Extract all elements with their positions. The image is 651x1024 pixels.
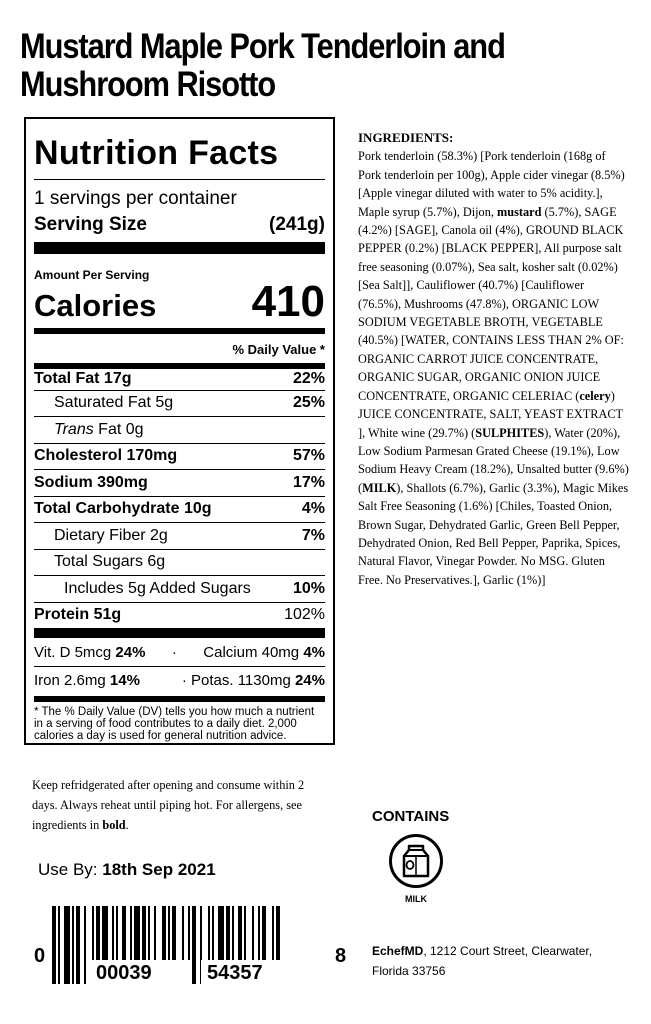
use-by-date: 18th Sep 2021 (102, 860, 216, 879)
thick-divider (34, 242, 325, 254)
vitamin-row (34, 638, 325, 666)
added-sugars-row (34, 575, 325, 602)
thick-divider (34, 628, 325, 638)
servings-per-container: 1 servings per container (34, 188, 237, 209)
vit-d (34, 644, 145, 661)
barcode-bar (72, 906, 74, 984)
barcode-bar (58, 906, 60, 984)
milk-carton-icon (389, 834, 443, 888)
vit-d-amount: Vit. D 5mcg (34, 643, 112, 661)
nutrient-percent: 7% (301, 526, 325, 544)
total-carbohydrate-row (34, 496, 325, 523)
use-by (38, 860, 216, 880)
nutrient-name (34, 421, 144, 439)
contains-heading: CONTAINS (372, 808, 450, 825)
calories-label: Calories (34, 288, 157, 323)
barcode (34, 906, 350, 984)
total-sugars-row (34, 549, 325, 576)
nutrient-name: Dietary Fiber 2g (54, 526, 168, 544)
company-address-text: , 1212 Court Street, Clearwater, Florida 33756 (372, 944, 593, 978)
allergen-mustard: mustard (497, 204, 542, 219)
saturated-fat-row (34, 390, 325, 417)
barcode-bar (52, 906, 56, 984)
potassium-amount: Potas. 1130mg (191, 672, 291, 689)
ingredients-segment: Pork tenderloin (58.3%) [Pork tenderloin (168g of Pork tenderloin per 100g), Apple cider vinegar (8.5%) [Apple vinegar diluted with water to 5% acidity.], Maple syrup (5.7%), Dijon, (358, 149, 625, 219)
nutrient-name: Total Fat 17g (34, 370, 132, 388)
allergen-celery: celery (579, 388, 611, 403)
trans-fat-amount: Fat 0g (93, 420, 144, 438)
medium-divider (34, 328, 325, 334)
vit-d-percent: 24% (115, 643, 146, 661)
ingredients-segment: ) JUICE CONCENTRATE, SALT, YEAST EXTRACT ], White wine (29.7%) ( (358, 388, 623, 440)
dietary-fiber-row (34, 522, 325, 549)
nutrient-name: Total Sugars 6g (54, 553, 166, 571)
nutrient-name: Total Carbohydrate 10g (34, 500, 212, 518)
barcode-left-digit: 0 (34, 945, 46, 967)
ingredients-text (358, 147, 630, 589)
barcode-group-1: 00039 (96, 962, 152, 984)
amount-per-serving: Amount Per Serving (34, 268, 150, 282)
ingredients-segment: ), Water (20%), Low Sodium Parmesan Grated Cheese (19.1%), Low Sodium Heavy Cream (18.2%), Unsalted butter (9.6%) ( (358, 425, 629, 495)
ingredients-segment: (5.7%), SAGE (4.2%) [SAGE], Canola oil (4%), GROUND BLACK PEPPER (0.2%) [BLACK PEPPER], All purpose salt free seasoning (0.07%), Sea salt, kosher salt (0.02%) [Sea Salt]], Cauliflower (40.7%) [Cauliflower (76.5%), Mushrooms (47.8%), ORGANIC LOW SODIUM VEGETABLE BROTH, VEGETABLE (40.5%) [WATER, CONTAINS LESS THAN 2% OF: ORGANIC CARROT JUICE CONCENTRATE, ORGANIC SUGAR, ORGANIC ONION JUICE CONCENTRATE, ORGANIC CELERIAC ( (358, 204, 624, 403)
calcium-amount: Calcium 40mg (203, 643, 300, 661)
ingredients-segment: ), Shallots (6.7%), Garlic (3.3%), Magic Mikes Salt Free Seasoning (1.6%) [Chiles, Toasted Onion, Brown Sugar, Dehydrated Garlic, Green Bell Pepper, Dehydrated Onion, Red Bell Pepper, Paprika, Spices, Natural Flavor, Vinegar Powder. No MSG. Gluten Free. No Preservatives.], Garlic (1%)] (358, 480, 629, 587)
allergen-sulphites: SULPHITES (475, 425, 545, 440)
barcode-right-digit: 8 (335, 945, 347, 967)
potassium-percent: 24% (294, 672, 325, 689)
company-address (372, 941, 612, 981)
nutrient-percent: 57% (292, 447, 325, 465)
serving-size-value: (241g) (269, 214, 325, 235)
nutrient-name: Includes 5g Added Sugars (64, 579, 251, 597)
allergen-milk-label: MILK (405, 894, 427, 904)
iron (34, 672, 140, 689)
cholesterol-row (34, 443, 325, 470)
product-title: Mustard Maple Pork Tenderloin and Mushroom Risotto (20, 27, 505, 104)
calories-row (34, 277, 325, 326)
serving-size-row (34, 214, 325, 236)
nutrient-percent: 17% (292, 473, 325, 491)
barcode-bar (76, 906, 80, 984)
divider (34, 179, 325, 180)
storage-period: . (125, 818, 129, 832)
nutrient-percent: 22% (292, 370, 325, 388)
iron-percent: 14% (109, 672, 140, 689)
daily-value-header: % Daily Value * (232, 342, 325, 357)
daily-value-footnote: * The % Daily Value (DV) tells you how much a nutrient in a serving of food contributes to a daily diet. 2,000 calories a day is used for general nutrition advice. (34, 706, 315, 742)
separator-dot: · (171, 643, 177, 661)
nutrient-name: Saturated Fat 5g (54, 394, 174, 412)
storage-bold-word: bold (102, 818, 126, 832)
nutrition-facts-heading: Nutrition Facts (34, 134, 279, 172)
sodium-row (34, 469, 325, 496)
ingredients-block (358, 129, 630, 589)
potassium (182, 672, 325, 689)
iron-amount: Iron 2.6mg (34, 672, 106, 689)
use-by-label: Use By: (38, 860, 103, 879)
nutrient-name: Cholesterol 170mg (34, 447, 178, 465)
mineral-row (34, 666, 325, 694)
nutrient-percent: 4% (301, 500, 325, 518)
nutrient-percent: 25% (292, 394, 325, 412)
protein-row (34, 602, 325, 629)
ingredients-heading: INGREDIENTS: (358, 130, 454, 145)
barcode-bar (84, 906, 86, 984)
trans-fat-row (34, 416, 325, 443)
nutrition-facts-panel (24, 117, 335, 745)
total-fat-row (34, 363, 325, 390)
barcode-group-2: 54357 (207, 962, 263, 984)
nutrient-percent: 10% (292, 579, 325, 597)
barcode-bar (192, 906, 196, 984)
nutrient-percent: 102% (284, 606, 325, 624)
calcium-percent: 4% (303, 643, 325, 661)
separator-dot: · (181, 672, 187, 689)
company-name: EchefMD (372, 944, 424, 958)
serving-size-label: Serving Size (34, 214, 147, 235)
allergen-milk: MILK (362, 480, 397, 495)
barcode-bar (64, 906, 70, 984)
medium-divider (34, 696, 325, 702)
calcium (203, 644, 325, 661)
storage-text: Keep refridgerated after opening and consume within 2 days. Always reheat until piping hot. For allergens, see ingredients in (32, 778, 305, 832)
nutrient-name: Sodium 390mg (34, 473, 148, 491)
calories-value: 410 (251, 277, 325, 326)
storage-instructions (32, 775, 327, 835)
trans-word: Trans (54, 420, 94, 438)
nutrient-name: Protein 51g (34, 606, 122, 624)
